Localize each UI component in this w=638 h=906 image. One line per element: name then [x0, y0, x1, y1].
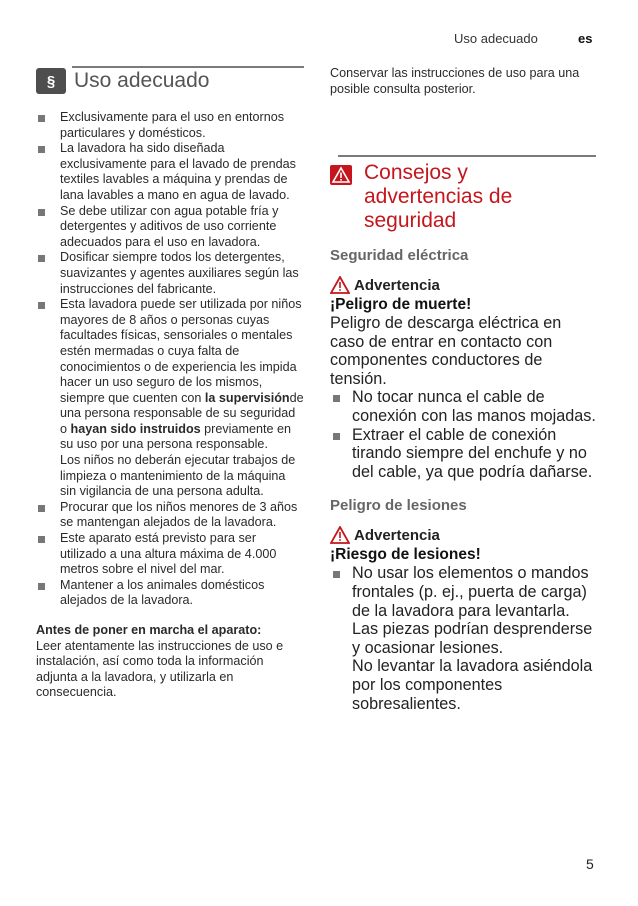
- children-bold-1: la supervisión: [204, 390, 290, 405]
- list-item: Exclusivamente para el uso en entornos particulares y domésticos.: [36, 110, 304, 141]
- warning-icon: [330, 526, 350, 544]
- list-item: Se debe utilizar con agua potable fría y detergentes y aditivos de uso corriente adecuados para el uso en lavadora.: [36, 204, 304, 251]
- children-note: Los niños no deberán ejecutar trabajos de limpieza o mantenimiento de la máquina sin vigilancia de una persona adulta.: [60, 453, 296, 499]
- children-bold-2: hayan sido instruidos: [70, 421, 201, 436]
- warning-icon: [330, 276, 350, 294]
- list-item: Procurar que los niños menores de 3 años se mantengan alejados de la lavadora.: [36, 500, 304, 531]
- section-heading: [36, 66, 304, 96]
- safety-section: [330, 155, 596, 713]
- running-header-section: Uso adecuado: [454, 31, 538, 46]
- safety-title: [364, 161, 512, 233]
- before-use-text: Leer atentamente las instrucciones de uso e instalación, así como toda la información adjunta a la lavadora, y utilizarla en consecuencia.: [36, 638, 284, 700]
- usage-list: [36, 110, 304, 609]
- injury-item-text: No usar los elementos o mandos frontales (p. ej., puerta de carga) de la lavadora para levantarla. Las piezas podrían desprenderse y ocasionar lesiones.: [352, 564, 593, 657]
- injury-item-note: No levantar la lavadora asiéndola por los componentes sobresalientes.: [352, 657, 593, 713]
- list-item: Dosificar siempre todos los detergentes, suavizantes y agentes auxiliares según las instrucciones del fabricante.: [36, 250, 304, 297]
- electric-list: [330, 388, 596, 481]
- before-use-label: Antes de poner en marcha el aparato:: [36, 623, 262, 637]
- danger-statement: ¡Riesgo de lesiones!: [330, 546, 481, 564]
- list-item: No tocar nunca el cable de conexión con las manos mojadas.: [330, 388, 596, 425]
- list-item: Extraer el cable de conexión tirando siempre del enchufe y no del cable, ya que podría dañarse.: [330, 426, 596, 482]
- list-item: [330, 564, 596, 713]
- list-item: La lavadora ha sido diseñada exclusivamente para el lavado de prendas textiles lavables a máquina y prendas de lana lavables a mano en agua de lavado.: [36, 141, 304, 203]
- warning-label: Advertencia: [354, 276, 440, 294]
- left-column: [36, 66, 304, 701]
- list-item-children: [36, 297, 304, 500]
- page-number: 5: [586, 856, 594, 872]
- running-header-language: es: [578, 31, 593, 46]
- keep-instructions-text: Conservar las instrucciones de uso para una posible consulta posterior.: [330, 66, 580, 96]
- legal-hand-icon: §: [36, 68, 66, 94]
- section-title: Uso adecuado: [74, 69, 210, 92]
- safety-heading: [330, 161, 596, 233]
- injury-heading: Peligro de lesiones: [330, 497, 467, 515]
- right-column: [330, 66, 600, 97]
- list-item: Mantener a los animales domésticos alejados de la lavadora.: [36, 578, 304, 609]
- danger-statement: ¡Peligro de muerte!: [330, 296, 472, 313]
- safety-title-line: Consejos y: [364, 161, 468, 184]
- safety-title-line: seguridad: [364, 209, 457, 232]
- electric-shock-text: Peligro de descarga eléctrica en caso de entrar en contacto con componentes conductores de tensión.: [330, 314, 562, 388]
- children-text-2: de una persona responsable de su seguridad o: [60, 390, 304, 436]
- safety-title-line: advertencias de: [364, 185, 513, 208]
- warning-triangle-icon: [330, 165, 352, 185]
- list-item: Este aparato está previsto para ser utilizado a una altura máxima de 4.000 metros sobre el nivel del mar.: [36, 531, 304, 578]
- injury-list: [330, 564, 596, 713]
- children-text-3: previamente en su uso por una persona responsable.: [60, 421, 291, 452]
- before-use-paragraph: [36, 623, 304, 701]
- warning-label-row: [330, 276, 596, 294]
- electrical-safety-heading: Seguridad eléctrica: [330, 247, 469, 264]
- warning-label-row: [330, 526, 596, 544]
- warning-label: Advertencia: [354, 526, 440, 544]
- children-text-1: Esta lavadora puede ser utilizada por niños mayores de 8 años o personas cuyas facultades físicas, sensoriales o mentales estén mermadas o cuya falta de conocimientos o de experiencia les impida hacer un uso seguro de los mismos, siempre que cuenten con: [60, 297, 302, 405]
- section-rule: [338, 155, 596, 157]
